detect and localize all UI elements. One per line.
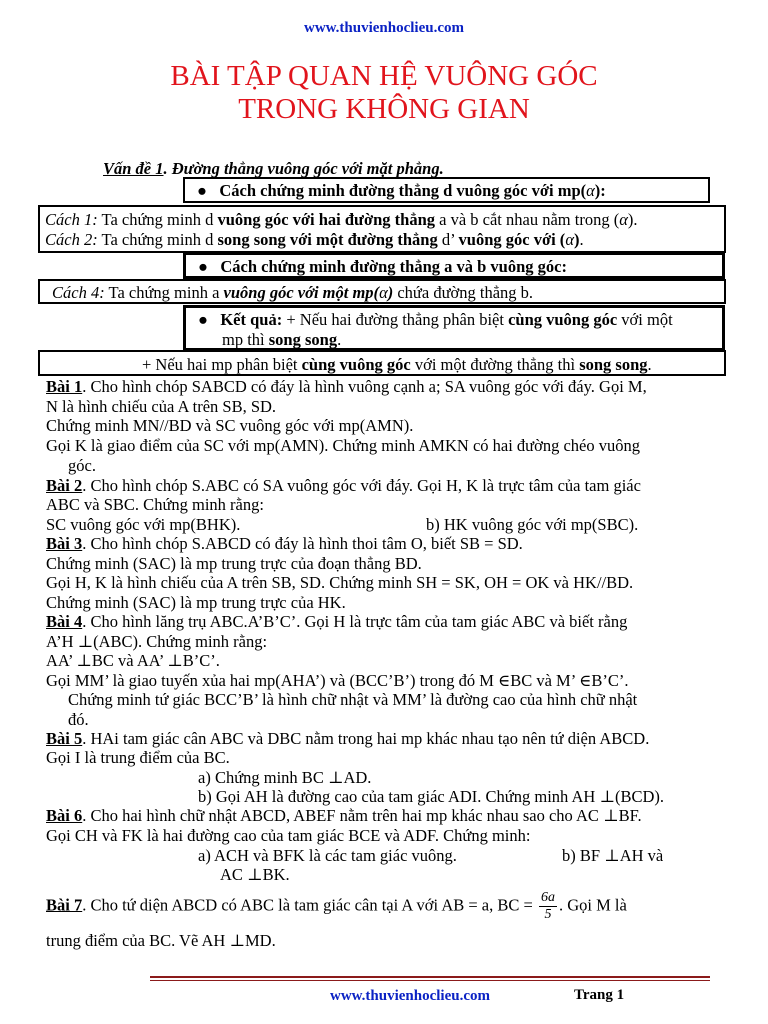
method-1: Cách 1: Ta chứng minh d vuông góc với hai đường thẳng a và b cắt nhau nằm trong (α). [45,210,638,229]
exercise-6-line-4: AC ⊥BK. [220,865,290,884]
exercise-5-line-2: Gọi I là trung điểm của BC. [46,748,230,767]
exercise-4-line-6: đó. [68,710,89,729]
exercise-3-line-1: Bài 3. Cho hình chóp S.ABCD có đáy là hình thoi tâm O, biết SB = SD. [46,534,523,553]
exercise-3-line-4: Chứng minh (SAC) là mp trung trực của HK. [46,593,346,612]
exercise-6-line-1: Bài 6. Cho hai hình chữ nhật ABCD, ABEF nằm trên hai mp khác nhau sao cho AC ⊥BF. [46,806,642,825]
fraction-6a-over-5: $\frac{6a}{5}$ [540,890,555,922]
exercise-1-line-4: Gọi K là giao điểm của SC với mp(AMN). Chứng minh AMKN có hai đường chéo vuông [46,436,640,455]
result-line-2: mp thì song song. [222,330,342,349]
exercise-1-line-1: Bài 1. Cho hình chóp SABCD có đáy là hình vuông cạnh a; SA vuông góc với đáy. Gọi M, [46,377,647,396]
exercise-2-line-2: ABC và SBC. Chứng minh rằng: [46,495,264,514]
exercise-1-line-2: N là hình chiếu của A trên SB, SD. [46,397,277,416]
page-title-line-1: BÀI TẬP QUAN HỆ VUÔNG GÓC [170,60,598,92]
box-result-2 [38,350,726,376]
exercise-4-line-2: A’H ⊥(ABC). Chứng minh rằng: [46,632,268,651]
page-title-line-2: TRONG KHÔNG GIAN [238,93,530,125]
header-website[interactable]: www.thuvienhoclieu.com [303,20,464,36]
box-result [183,305,725,351]
box2-text: ● Cách chứng minh đường thẳng a và b vuông góc: [198,257,567,276]
exercise-5-line-3: a) Chứng minh BC ⊥AD. [198,768,372,787]
page-number: Trang 1 [574,987,625,1003]
exercise-4-line-4: Gọi MM’ là giao tuyến xủa hai mp(AHA’) và (BCC’B’) trong đó M ∈BC và M’ ∈B’C’. [46,671,629,690]
exercise-6-line-3b: b) BF ⊥AH và [562,846,664,865]
exercise-4-line-5: Chứng minh tứ giác BCC’B’ là hình chữ nhật và MM’ là đường cao của hình chữ nhật [68,690,638,709]
exercise-1-line-5: góc. [68,456,96,475]
exercise-7-line-2: trung điểm của BC. Vẽ AH ⊥MD. [46,931,276,950]
footer-website[interactable]: www.thuvienhoclieu.com [330,988,491,1004]
result-line-1: ● Kết quả: + Nếu hai đường thẳng phân biệt cùng vuông góc với một [198,310,673,329]
section-heading: Vấn đề 1. Đường thẳng vuông góc với mặt phẳng. [103,159,444,178]
box-method-4 [38,279,726,304]
exercise-6-line-2: Gọi CH và FK là hai đường cao của tam giác BCE và ADF. Chứng minh: [46,826,531,845]
exercise-2-line-3b: b) HK vuông góc với mp(SBC). [426,515,639,534]
method-4: Cách 4: Ta chứng minh a vuông góc với một mp(α) chứa đường thẳng b. [52,283,534,302]
exercise-6-line-3a: a) ACH và BFK là các tam giác vuông. [198,846,457,865]
exercise-7-line-1: Bài 7. Cho tứ diện ABCD có ABC là tam giác cân tại A với AB = a, BC = $\frac{6a}{5}$ . Gọi M là [46,890,627,922]
exercise-5-line-1: Bài 5. HAi tam giác cân ABC và DBC nằm trong hai mp khác nhau tạo nên tứ diện ABCD. [46,729,650,748]
exercise-2-line-1: Bài 2. Cho hình chóp S.ABC có SA vuông góc với đáy. Gọi H, K là trực tâm của tam giác [46,476,641,495]
box1-text: ● Cách chứng minh đường thẳng d vuông góc với mp(α): [197,181,606,200]
exercise-3-line-3: Gọi H, K là hình chiếu của A trên SB, SD. Chứng minh SH = SK, OH = OK và HK//BD. [46,573,634,592]
exercise-5-line-4: b) Gọi AH là đường cao của tam giác ADI. Chứng minh AH ⊥(BCD). [198,787,665,806]
footer-rule-thin [150,980,710,981]
exercise-4-line-1: Bài 4. Cho hình lăng trụ ABC.A’B’C’. Gọi H là trực tâm của tam giác ABC và biết rằng [46,612,628,631]
result-line-3: + Nếu hai mp phân biệt cùng vuông góc với một đường thẳng thì song song. [142,355,652,374]
box-methods-1-2 [38,205,726,253]
box-method-line-perp-plane [183,177,710,203]
exercise-2-line-3a: SC vuông góc với mp(BHK). [46,515,241,534]
box-method-lines-perp [183,252,725,279]
footer-rule [150,976,710,978]
exercise-4-line-3: AA’ ⊥BC và AA’ ⊥B’C’. [46,651,220,670]
exercise-1-line-3: Chứng minh MN//BD và SC vuông góc với mp(AMN). [46,416,414,435]
method-2: Cách 2: Ta chứng minh d song song với một đường thẳng d’ vuông góc với (α). [45,230,584,249]
exercise-3-line-2: Chứng minh (SAC) là mp trung trực của đoạn thẳng BD. [46,554,422,573]
